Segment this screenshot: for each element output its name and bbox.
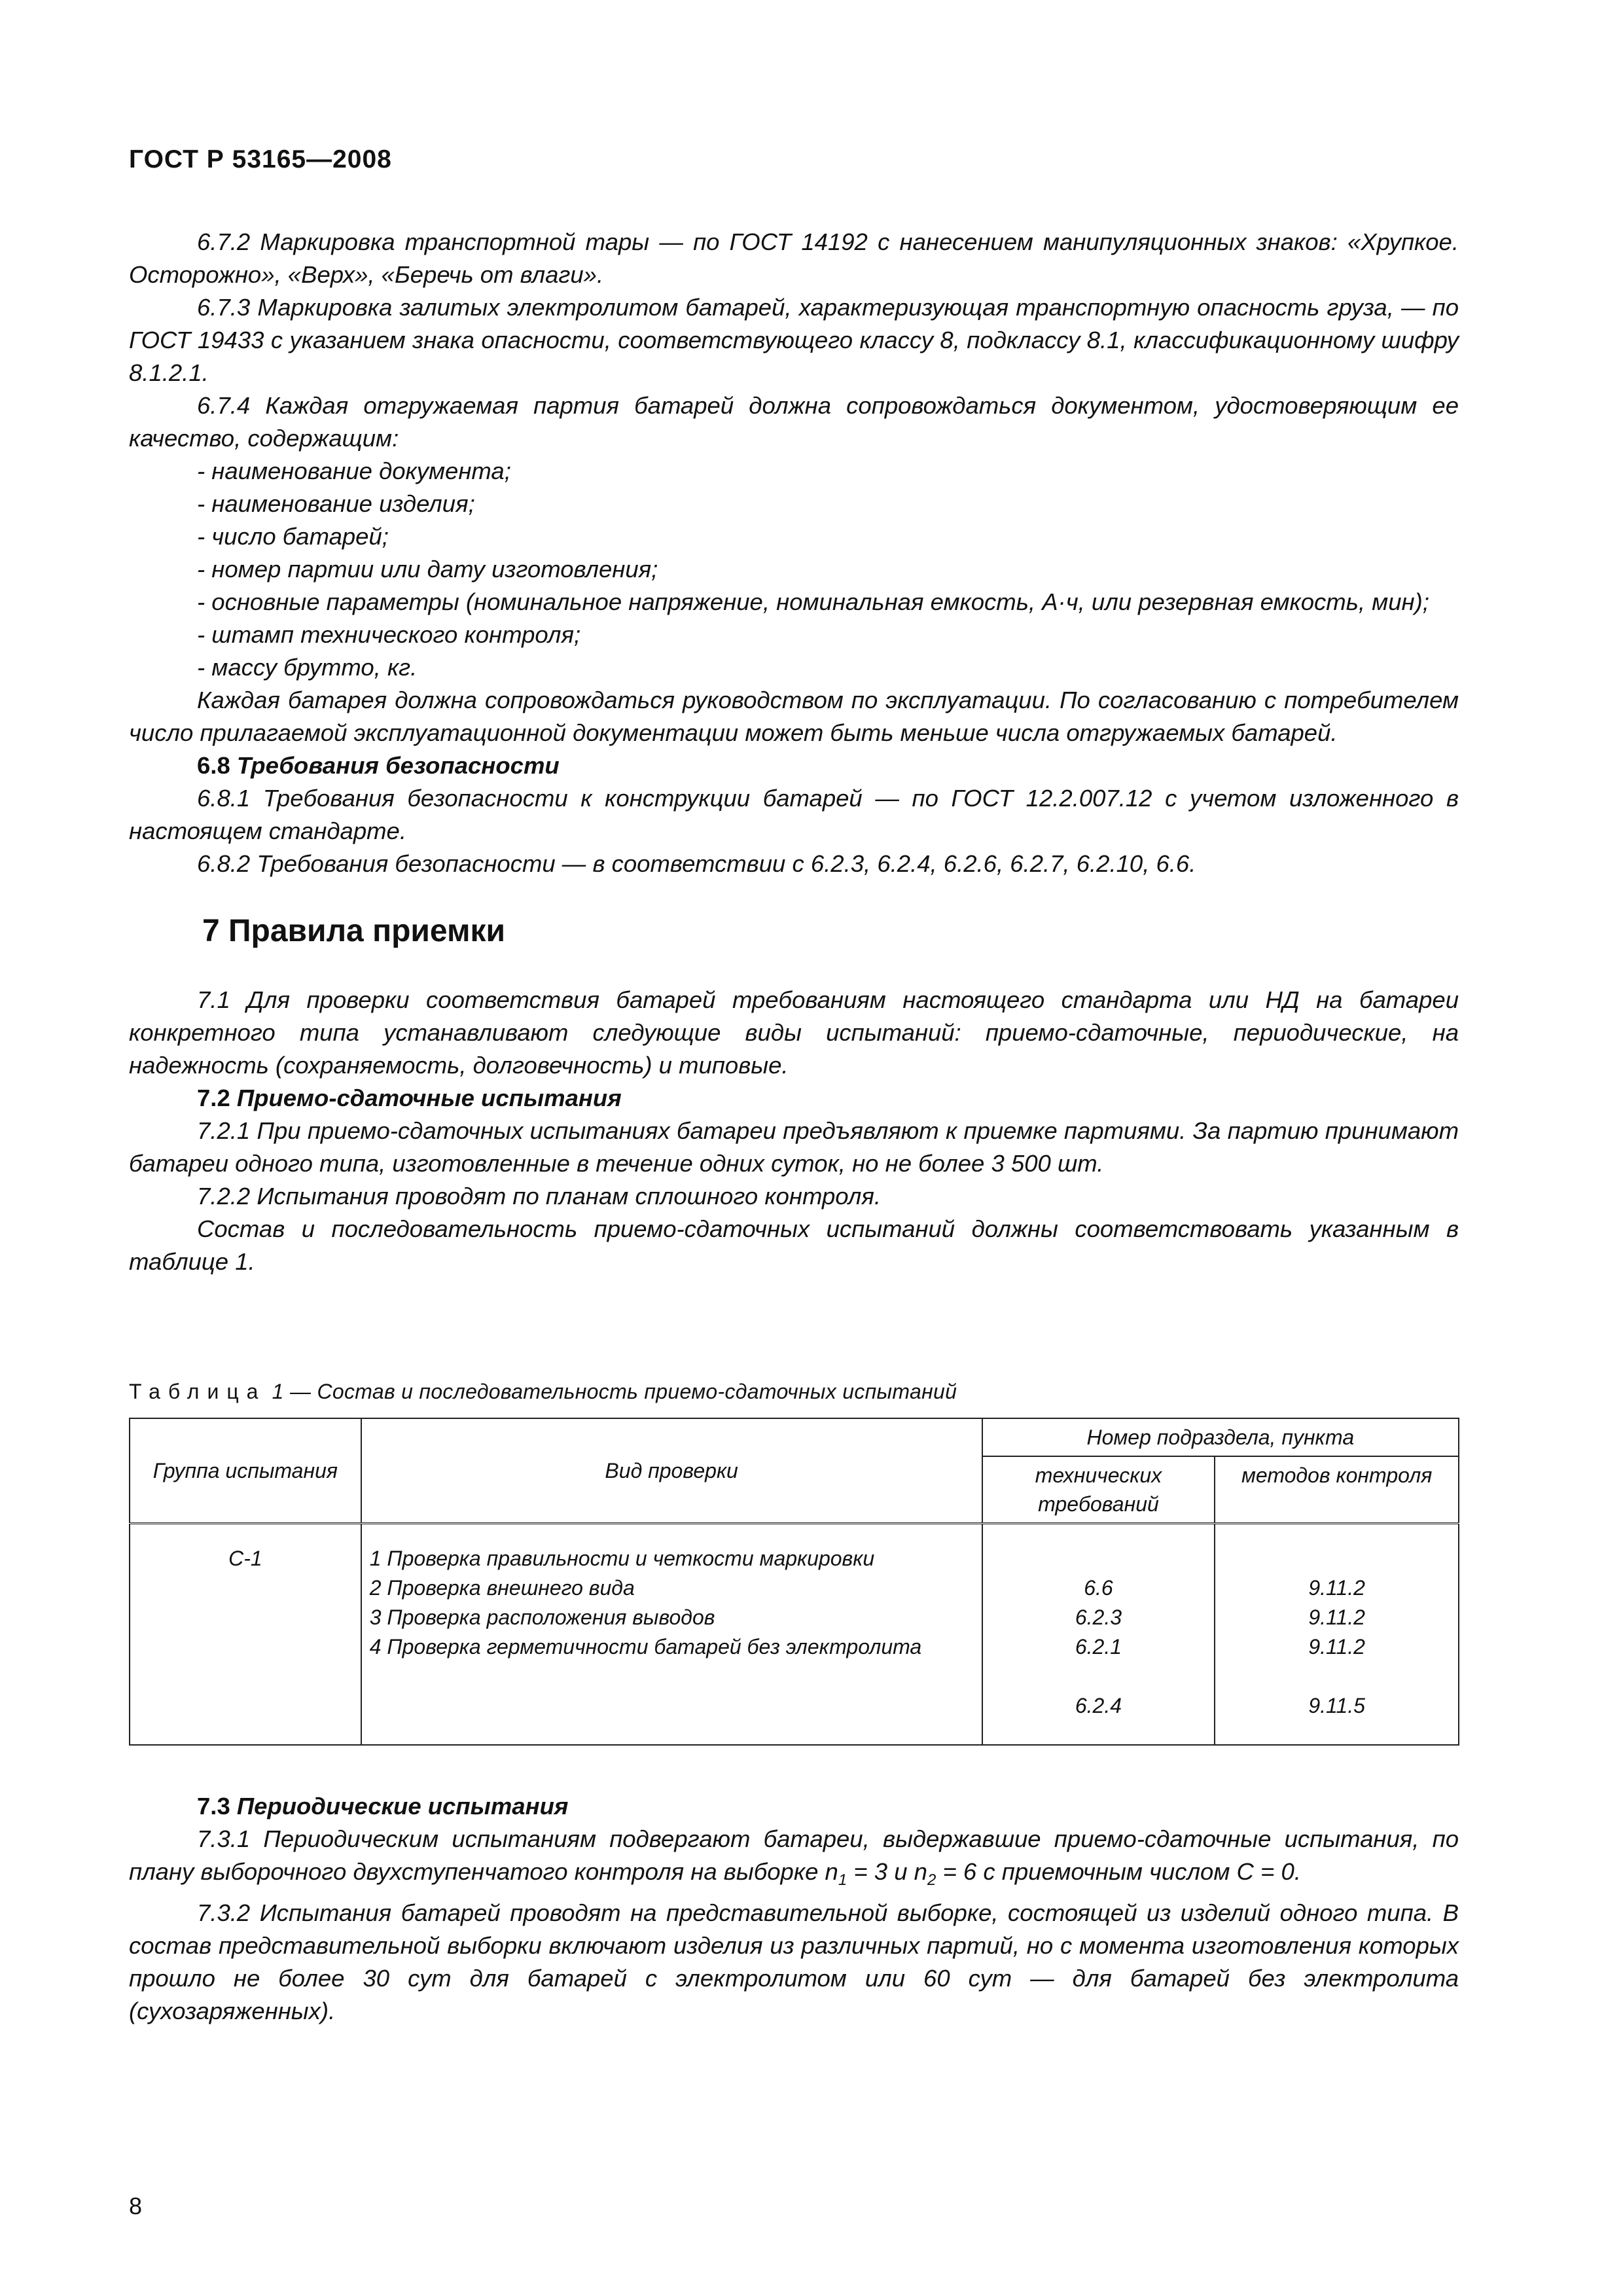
table-caption-text: 1 — Состав и последовательность приемо-сдаточных испытаний [272,1380,957,1403]
subscript: 2 [927,1871,936,1889]
method-value: 9.11.2 [1308,1605,1365,1629]
table-caption [129,1380,957,1404]
paragraph-6-7-2: 6.7.2 Маркировка транспортной тары — по ГОСТ 14192 с нанесением манипуляционных знаков: «Хрупкое. Осторожно», «Верх», «Беречь от влаги». [129,228,1459,288]
cell-checks [361,1524,982,1746]
cell-group: С-1 [130,1524,361,1746]
list-item: - наименование документа; [197,457,511,484]
check-item: 1 Проверка правильности и четкости маркировки [369,1547,875,1570]
check-item: 4 Проверка герметичности батарей без электролита [369,1635,922,1659]
tech-value: 6.2.4 [1075,1694,1122,1717]
header-control-methods: методов контроля [1215,1456,1459,1524]
document-body [129,226,1459,1278]
cell-tech-values [982,1524,1215,1746]
method-value: 9.11.2 [1308,1635,1365,1659]
check-item: 2 Проверка внешнего вида [369,1576,635,1600]
tech-value: 6.2.1 [1075,1635,1122,1659]
list-item: - штамп технического контроля; [197,621,581,648]
header-tech-requirements: технических требований [982,1456,1215,1524]
table-1 [129,1418,1459,1746]
method-value: 9.11.5 [1308,1694,1365,1717]
list-item: - массу брутто, кг. [197,654,418,681]
paragraph-6-7-4: 6.7.4 Каждая отгружаемая партия батарей должна сопровождаться документом, удостоверяющим ее качество, содержащим: [129,392,1459,452]
paragraph-6-7-3: 6.7.3 Маркировка залитых электролитом батарей, характеризующая транспортную опасность груза, — по ГОСТ 19433 с указанием знака опасности, соответствующего классу 8, подклассу 8.1, классификационному шифру 8.1.2.1. [129,294,1459,386]
subsection-heading-7-2 [129,1082,1459,1115]
subsection-title: Приемо-сдаточные испытания [236,1085,622,1111]
list-item: - основные параметры (номинальное напряжение, номинальная емкость, А·ч, или резервная емкость, мин); [197,588,1429,615]
header-section-number: Номер подраздела, пункта [982,1418,1459,1456]
paragraph-manual: Каждая батарея должна сопровождаться руководством по эксплуатации. По согласованию с потребителем число прилагаемой эксплуатационной документации может быть меньше числа отгружаемых батарей. [129,687,1459,746]
paragraph-6-8-2: 6.8.2 Требования безопасности — в соответствии с 6.2.3, 6.2.4, 6.2.6, 6.2.7, 6.2.10, 6.6. [197,850,1196,877]
paragraph-7-2-1: 7.2.1 При приемо-сдаточных испытаниях батареи предъявляют к приемке партиями. За партию принимают батареи одного типа, изготовленные в течение одних суток, но не более 3 500 шт. [129,1117,1459,1177]
page-number: 8 [129,2193,143,2219]
tech-value: 6.6 [1084,1576,1113,1600]
subsection-heading-7-3 [129,1790,1459,1823]
table-caption-label: Таблица [129,1380,266,1403]
paragraph-7-2-2: 7.2.2 Испытания проводят по планам сплошного контроля. [197,1183,882,1210]
list-item: - число батарей; [197,523,389,550]
paragraph-7-3-2: 7.3.2 Испытания батарей проводят на представительной выборке, состоящей из изделий одного типа. В состав представительной выборки включают изделия из различных партий, но с момента изготовления которых прошло не более 30 сут для батарей с электролитом или 60 сут — для батарей без электролита (сухозаряженных). [129,1899,1459,2024]
paragraph-7-3-1 [129,1823,1459,1897]
section-heading-7: 7 Правила приемки [202,914,506,948]
document-header: ГОСТ Р 53165—2008 [129,145,392,173]
cell-method-values [1215,1524,1459,1746]
list-item: - номер партии или дату изготовления; [197,556,658,583]
table-row [130,1524,1459,1746]
subsection-title: Периодические испытания [236,1793,569,1820]
text-fragment: = 3 и n [847,1858,927,1885]
paragraph-7-1: 7.1 Для проверки соответствия батарей требованиям настоящего стандарта или НД на батареи конкретного типа устанавливают следующие виды испытаний: приемо-сдаточные, периодические, на надежность (сохраняемость, долговечность) и типовые. [129,986,1459,1079]
header-group: Группа испытания [130,1418,361,1524]
check-item: 3 Проверка расположения выводов [369,1605,715,1629]
tech-value: 6.2.3 [1075,1605,1122,1629]
header-check-type: Вид проверки [361,1418,982,1524]
subscript: 1 [838,1871,847,1889]
document-body-lower [129,1790,1459,2028]
subsection-number: 7.2 [197,1085,230,1111]
subsection-title: Требования безопасности [236,752,560,779]
text-fragment: 7.3.1 Периодическим испытаниям подвергают батареи, выдержавшие приемо-сдаточные испытания, по плану выборочного двухступенчатого контроля на выборке n [129,1825,1459,1885]
subsection-number: 7.3 [197,1793,230,1820]
paragraph-composition: Состав и последовательность приемо-сдаточных испытаний должны соответствовать указанным в таблице 1. [129,1215,1459,1275]
subsection-number: 6.8 [197,752,230,779]
list-item: - наименование изделия; [197,490,475,517]
paragraph-6-8-1: 6.8.1 Требования безопасности к конструкции батарей — по ГОСТ 12.2.007.12 с учетом изложенного в настоящем стандарте. [129,785,1459,844]
method-value: 9.11.2 [1308,1576,1365,1600]
subsection-heading-6-8 [129,749,1459,782]
text-fragment: = 6 с приемочным числом C = 0. [936,1858,1301,1885]
